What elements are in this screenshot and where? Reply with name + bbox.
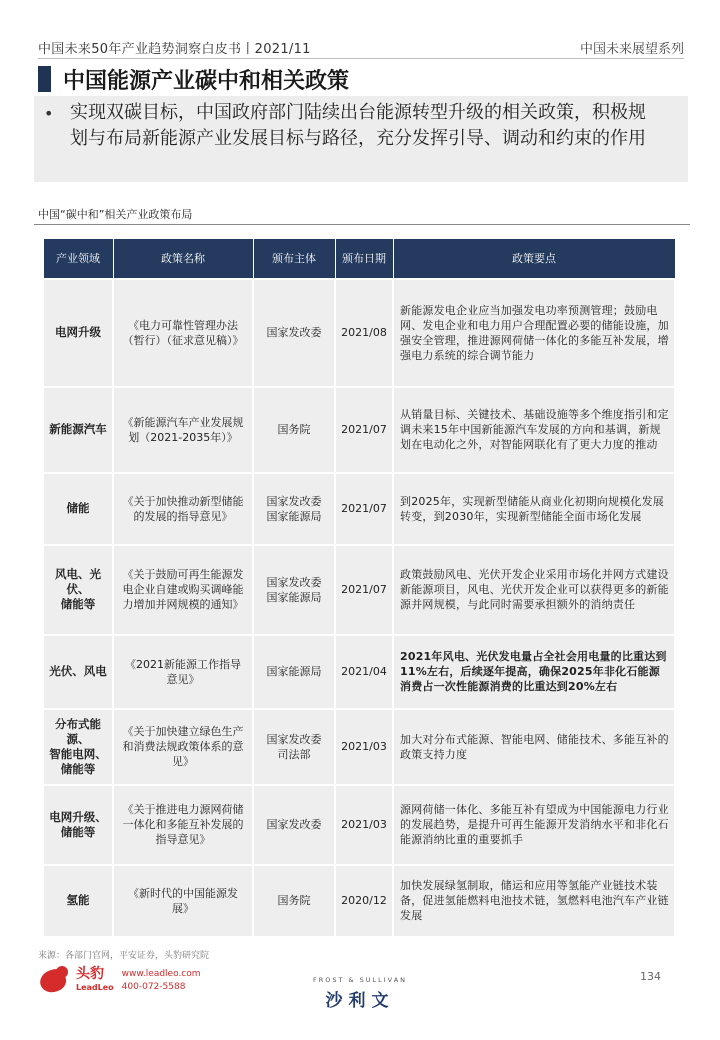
frost-sullivan-logo (300, 976, 420, 1011)
leopard-logo-icon (38, 966, 70, 996)
table-row (43, 865, 675, 937)
frost-cn-name: 沙利文 (325, 991, 395, 1011)
cell-key-points: 加快发展绿氢制取，储运和应用等氢能产业链技术装备，促进氢能燃料电池技术链，氢燃料电池汽车产业链发展 (393, 865, 675, 937)
cell-key-points: 加大对分布式能源、智能电网、储能技术、多能互补的政策支持力度 (393, 709, 675, 785)
policy-table (42, 238, 676, 938)
header-policy-name: 政策名称 (113, 239, 253, 279)
summary-text: 实现双碳目标，中国政府部门陆续出台能源转型升级的相关政策，积极规划与布局新能源产业发展目标与路径，充分发挥引导、调动和约束的作用 (70, 102, 646, 149)
section-title: 中国能源产业碳中和相关政策 (63, 68, 350, 94)
cell-date: 2021/03 (335, 709, 393, 785)
cell-key-points: 新能源发电企业应当加强发电功率预测管理；鼓励电网、发电企业和电力用户合理配置必要的储能设施，加强安全管理，推进源网荷储一体化的多能互补发展，增强电力系统的综合调节能力 (393, 279, 675, 387)
header-issuer: 颁布主体 (253, 239, 335, 279)
table-row (43, 279, 675, 387)
header-date: 颁布日期 (335, 239, 393, 279)
cell-issuer: 国务院 (253, 387, 335, 473)
cell-policy-name: 《关于鼓励可再生能源发电企业自建或购买调峰能力增加并网规模的通知》 (113, 545, 253, 635)
table-row (43, 709, 675, 785)
leadleo-logo (38, 966, 201, 996)
cell-field: 电网升级、 储能等 (43, 785, 113, 865)
table-title-divider (34, 224, 690, 225)
cell-field: 氢能 (43, 865, 113, 937)
cell-policy-name: 《2021新能源工作指导意见》 (113, 635, 253, 709)
section-title-row (38, 64, 349, 94)
table-title: 中国“碳中和”相关产业政策布局 (38, 208, 193, 221)
cell-key-points: 2021年风电、光伏发电量占全社会用电量的比重达到11%左右，后续逐年提高，确保2025年非化石能源消费占一次性能源消费的比重达到20%左右 (393, 635, 675, 709)
page-number: 134 (640, 970, 661, 983)
cell-policy-name: 《电力可靠性管理办法（暂行）（征求意见稿）》 (113, 279, 253, 387)
cell-date: 2021/03 (335, 785, 393, 865)
table-row (43, 387, 675, 473)
cell-issuer: 国家发改委 司法部 (253, 709, 335, 785)
summary-box (34, 96, 688, 182)
table-row (43, 635, 675, 709)
cell-policy-name: 《新能源汽车产业发展规划（2021-2035年）》 (113, 387, 253, 473)
logo-cn-name: 头豹 (76, 966, 104, 982)
cell-issuer: 国家发改委 国家能源局 (253, 473, 335, 545)
bullet-icon: • (44, 104, 54, 123)
source-note: 来源：各部门官网，平安证券，头豹研究院 (38, 951, 210, 961)
table-row (43, 545, 675, 635)
cell-key-points: 源网荷储一体化、多能互补有望成为中国能源电力行业的发展趋势，是提升可再生能源开发消纳水平和非化石能源消纳比重的重要抓手 (393, 785, 675, 865)
cell-date: 2021/07 (335, 473, 393, 545)
cell-policy-name: 《关于加快建立绿色生产和消费法规政策体系的意见》 (113, 709, 253, 785)
cell-field: 光伏、风电 (43, 635, 113, 709)
cell-date: 2021/04 (335, 635, 393, 709)
phone-number: 400-072-5588 (121, 982, 186, 992)
header-key-points: 政策要点 (393, 239, 675, 279)
cell-key-points: 从销量目标、关键技术、基础设施等多个维度指引和定调未来15年中国新能源汽车发展的方向和基调，新规划在电动化之外，对智能网联化有了更大力度的推动 (393, 387, 675, 473)
frost-en-name: FROST & SULLIVAN (312, 976, 408, 984)
report-title: 中国未来50年产业趋势洞察白皮书丨2021/11 (38, 41, 311, 57)
header-divider (38, 58, 684, 59)
cell-date: 2021/07 (335, 545, 393, 635)
cell-issuer: 国家能源局 (253, 635, 335, 709)
cell-date: 2021/08 (335, 279, 393, 387)
cell-policy-name: 《新时代的中国能源发展》 (113, 865, 253, 937)
cell-field: 储能 (43, 473, 113, 545)
cell-date: 2020/12 (335, 865, 393, 937)
cell-field: 电网升级 (43, 279, 113, 387)
page-header (38, 36, 684, 58)
table-row (43, 785, 675, 865)
table-row (43, 473, 675, 545)
title-accent-bar (38, 66, 51, 92)
series-name: 中国未来展望系列 (579, 41, 684, 57)
cell-date: 2021/07 (335, 387, 393, 473)
cell-key-points: 政策鼓励风电、光伏开发企业采用市场化并网方式建设新能源项目，风电、光伏开发企业可以获得更多的新能源并网规模，与此同时需要承担额外的消纳责任 (393, 545, 675, 635)
website-link[interactable]: www.leadleo.com (121, 969, 201, 979)
cell-policy-name: 《关于加快推动新型储能的发展的指导意见》 (113, 473, 253, 545)
cell-policy-name: 《关于推进电力源网荷储一体化和多能互补发展的指导意见》 (113, 785, 253, 865)
cell-issuer: 国家发改委 (253, 785, 335, 865)
logo-en-name: LeadLeo (76, 983, 114, 992)
table-header-row (43, 239, 675, 279)
cell-field: 新能源汽车 (43, 387, 113, 473)
cell-key-points: 到2025年，实现新型储能从商业化初期向规模化发展转变，到2030年，实现新型储能全面市场化发展 (393, 473, 675, 545)
cell-issuer: 国务院 (253, 865, 335, 937)
header-field: 产业领域 (43, 239, 113, 279)
cell-field: 分布式能源、 智能电网、 储能等 (43, 709, 113, 785)
cell-issuer: 国家发改委 (253, 279, 335, 387)
cell-field: 风电、光伏、 储能等 (43, 545, 113, 635)
cell-issuer: 国家发改委 国家能源局 (253, 545, 335, 635)
